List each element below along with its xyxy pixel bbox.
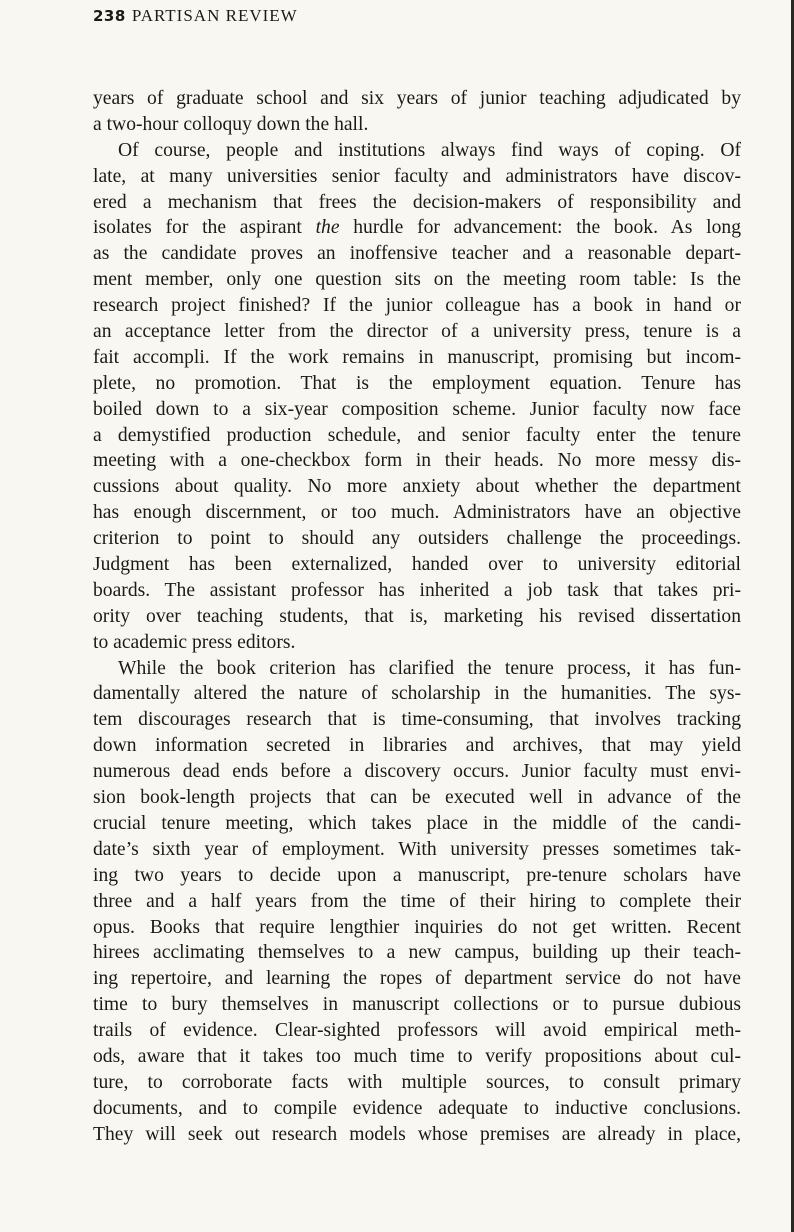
text-line: time to bury themselves in manuscript collections or to pursue dubious (93, 994, 741, 1016)
text-line: plete, no promotion. That is the employment equation. Tenure has (93, 372, 741, 394)
text-line: fait accompli. If the work remains in manuscript, promising but incom- (93, 346, 741, 368)
text-line: crucial tenure meeting, which takes place in the middle of the candi- (93, 812, 741, 834)
text-line: opus. Books that require lengthier inquiries do not get written. Recent (93, 916, 741, 938)
text-line: three and a half years from the time of their hiring to complete their (93, 890, 741, 912)
paragraph (93, 656, 741, 1148)
paragraph (93, 138, 741, 656)
text-line: documents, and to compile evidence adequate to inductive conclusions. (93, 1097, 741, 1119)
text-line: ing repertoire, and learning the ropes of department service do not have (93, 968, 741, 990)
text-line: isolates for the aspirant the hurdle for advancement: the book. As long (93, 217, 741, 239)
text-line: sion book-length projects that can be executed well in advance of the (93, 787, 741, 809)
text-line: research project finished? If the junior colleague has a book in hand or (93, 295, 741, 317)
text-line: tem discourages research that is time-consuming, that involves tracking (93, 709, 741, 731)
text-line: as the candidate proves an inoffensive teacher and a reasonable depart- (93, 243, 741, 265)
page-number: 238 (93, 7, 126, 25)
text-line: criterion to point to should any outsiders challenge the proceedings. (93, 528, 741, 550)
text-line: a demystified production schedule, and senior faculty enter the tenure (93, 424, 741, 446)
text-line: trails of evidence. Clear-sighted professors will avoid empirical meth- (93, 1020, 741, 1042)
text-line: ture, to corroborate facts with multiple sources, to consult primary (93, 1071, 741, 1093)
text-line: years of graduate school and six years of junior teaching adjudicated by (93, 88, 741, 109)
text-line: down information secreted in libraries and archives, that may yield (93, 735, 741, 757)
text-line: ment member, only one question sits on the meeting room table: Is the (93, 269, 741, 291)
text-line: has enough discernment, or too much. Administrators have an objective (93, 502, 741, 524)
running-header (93, 6, 298, 26)
text-line: numerous dead ends before a discovery occurs. Junior faculty must envi- (93, 761, 741, 783)
text-line: While the book criterion has clarified the tenure process, it has fun- (118, 657, 741, 679)
text-line: They will seek out research models whose premises are already in place, (93, 1123, 741, 1145)
text-line: Judgment has been externalized, handed over to university editorial (93, 554, 741, 576)
text-line: boards. The assistant professor has inherited a job task that takes pri- (93, 579, 741, 601)
text-line: hirees acclimating themselves to a new campus, building up their teach- (93, 942, 741, 964)
text-line: damentally altered the nature of scholarship in the humanities. The sys- (93, 683, 741, 705)
text-line: a two-hour colloquy down the hall. (93, 113, 369, 135)
text-line: boiled down to a six-year composition scheme. Junior faculty now face (93, 398, 741, 420)
emphasis: the (315, 217, 340, 239)
text-line: date’s sixth year of employment. With university presses sometimes tak- (93, 838, 741, 860)
text-line: late, at many universities senior faculty and administrators have discov- (93, 165, 741, 187)
journal-title: PARTISAN REVIEW (131, 6, 298, 25)
text-line: to academic press editors. (93, 631, 296, 653)
text-line: an acceptance letter from the director of a university press, tenure is a (93, 321, 741, 343)
text-line: ing two years to decide upon a manuscript, pre-tenure scholars have (93, 864, 741, 886)
text-line: cussions about quality. No more anxiety about whether the department (93, 476, 741, 498)
text-line: ered a mechanism that frees the decision-makers of responsibility and (93, 191, 741, 213)
paragraph (93, 86, 741, 138)
text-line: meeting with a one-checkbox form in their heads. No more messy dis- (93, 450, 741, 472)
text-line: Of course, people and institutions always find ways of coping. Of (118, 139, 741, 161)
text-line: ority over teaching students, that is, marketing his revised dissertation (93, 605, 741, 627)
text-line: ods, aware that it takes too much time to verify propositions about cul- (93, 1045, 741, 1067)
body-text (93, 86, 741, 1148)
